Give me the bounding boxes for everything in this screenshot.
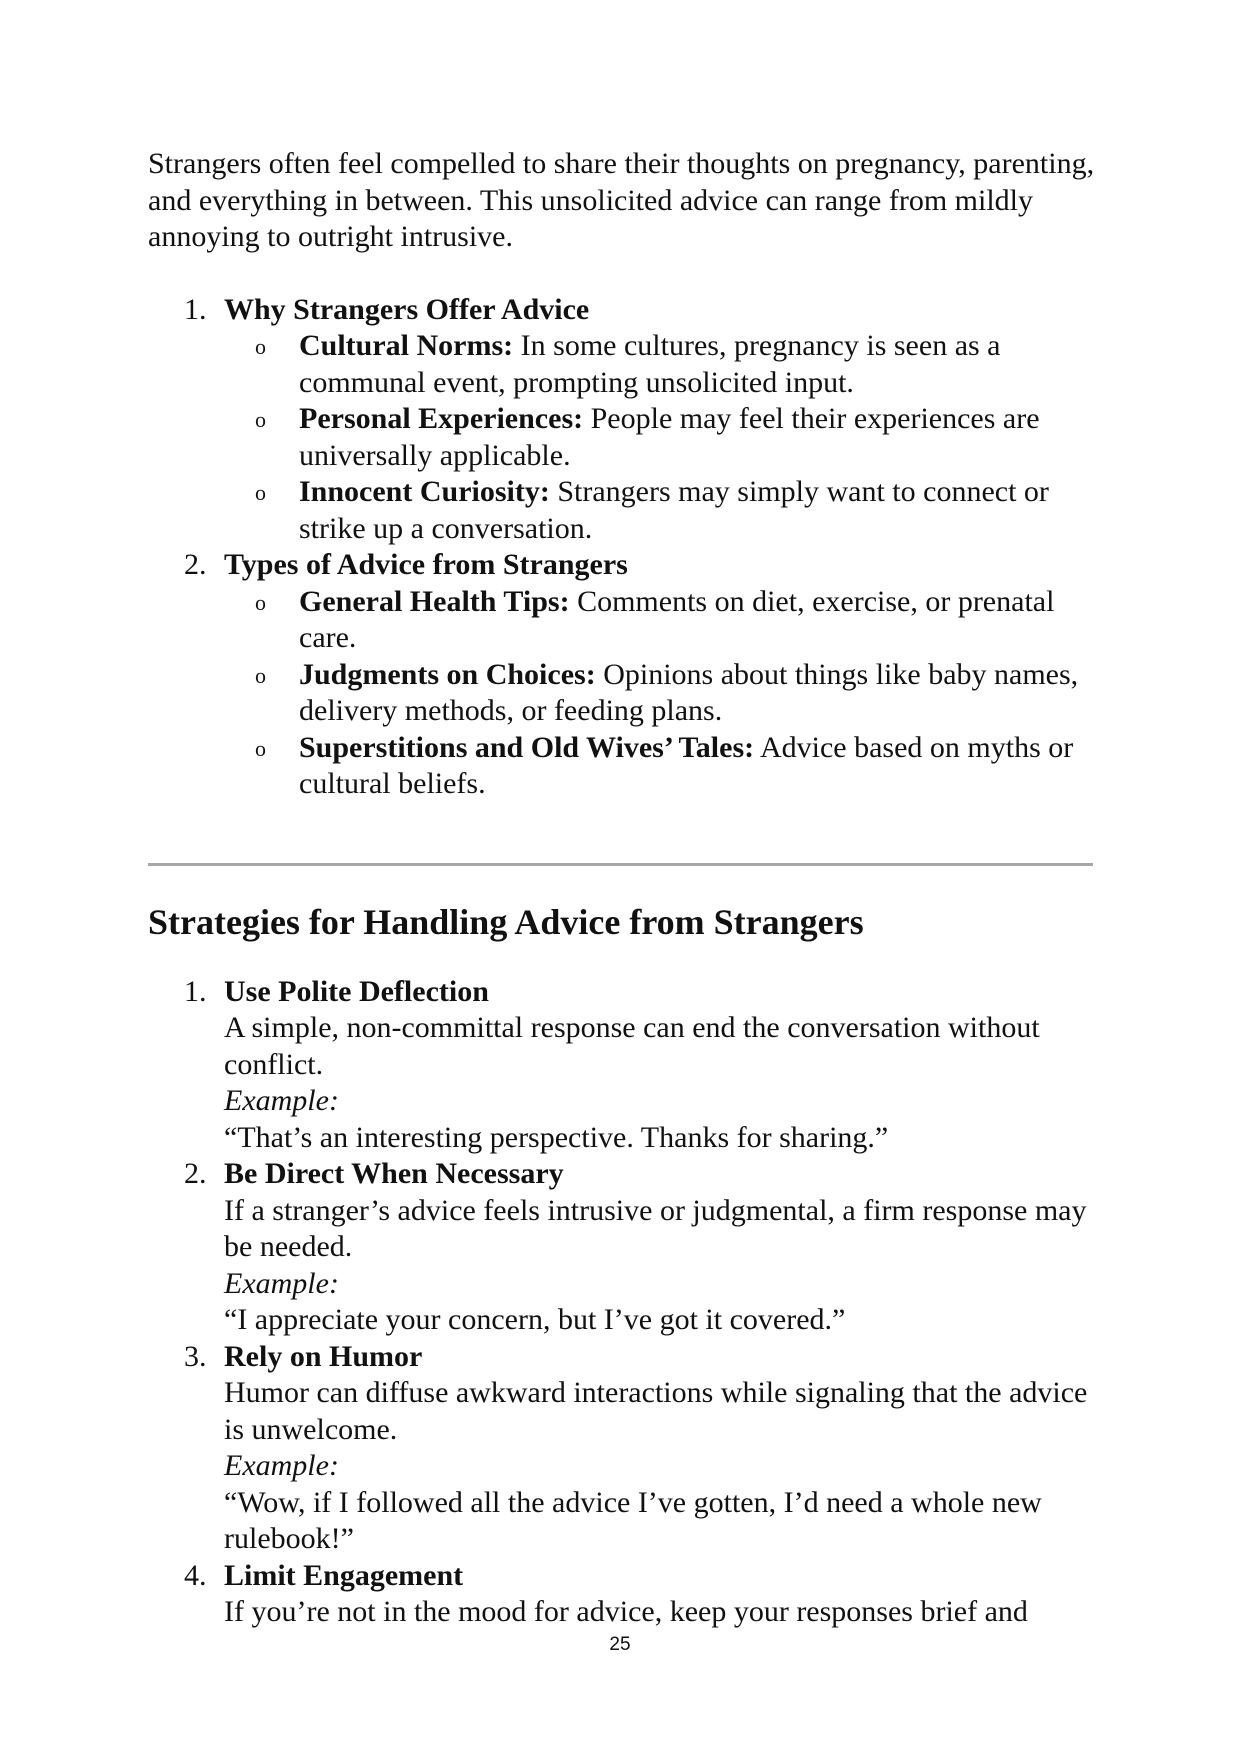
list-number: 4. — [184, 1558, 207, 1592]
list-number: 2. — [184, 1157, 207, 1190]
list-item — [148, 547, 1108, 803]
list-number: 1. — [184, 292, 207, 326]
list-item-title: Why Strangers Offer Advice — [224, 292, 590, 326]
bullet-text: Opinions about things like baby names, delivery methods, or feeding plans. — [299, 657, 1079, 727]
list-number: 1. — [184, 974, 207, 1008]
example-label: Example: — [224, 1266, 339, 1300]
circle-bullet-icon: o — [255, 735, 266, 761]
page-number: 25 — [609, 1634, 631, 1655]
sub-list-item — [224, 328, 1108, 401]
list-item-body: If you’re not in the mood for advice, keep your responses brief and — [224, 1595, 1028, 1628]
list-item — [148, 1339, 1108, 1558]
example-quote: “Wow, if I followed all the advice I’ve gotten, I’d need a whole new rulebook!” — [224, 1485, 1042, 1555]
list-item-title: Types of Advice from Strangers — [224, 548, 628, 581]
list-number: 2. — [184, 548, 207, 581]
bullet-term: Superstitions and Old Wives’ Tales: — [299, 730, 755, 764]
list-item-title: Use Polite Deflection — [224, 974, 489, 1008]
list-item — [148, 1558, 1108, 1631]
section-divider — [148, 863, 1093, 866]
circle-bullet-icon: o — [255, 334, 266, 359]
list-item-body: Humor can diffuse awkward interactions while signaling that the advice is unwelcome. — [224, 1376, 1088, 1446]
sub-list-item — [224, 584, 1108, 657]
circle-bullet-icon: o — [255, 480, 266, 505]
list-item — [148, 1156, 1108, 1339]
page-content — [148, 146, 1108, 1631]
sub-list — [224, 584, 1108, 803]
list-item-title: Limit Engagement — [224, 1558, 464, 1592]
bullet-term: Cultural Norms: — [299, 329, 514, 362]
sub-list-item — [224, 401, 1108, 474]
list-item — [148, 974, 1108, 1157]
bullet-text: People may feel their experiences are universally applicable. — [299, 402, 1040, 472]
sub-list-item — [224, 474, 1108, 547]
sub-list-item — [224, 657, 1108, 730]
sub-list-item — [224, 730, 1108, 803]
section-heading: Strategies for Handling Advice from Strangers — [148, 901, 864, 942]
example-label: Example: — [224, 1449, 339, 1482]
list-number: 3. — [184, 1339, 207, 1373]
list-item — [148, 292, 1108, 548]
bullet-term: General Health Tips: — [299, 584, 570, 618]
circle-bullet-icon: o — [255, 407, 266, 432]
intro-paragraph: Strangers often feel compelled to share their thoughts on pregnancy, parenting, and everything in between. This unsolicited advice can range from mildly annoying to outright intrusive. — [148, 147, 1095, 253]
bullet-term: Personal Experiences: — [299, 402, 584, 435]
example-quote: “That’s an interesting perspective. Thanks for sharing.” — [224, 1120, 889, 1154]
bullet-text: Advice based on myths or cultural beliefs. — [299, 730, 1074, 800]
example-label: Example: — [224, 1084, 339, 1117]
bullet-term: Innocent Curiosity: — [299, 475, 550, 508]
reasons-list — [148, 292, 1108, 803]
list-item-title: Rely on Humor — [224, 1339, 423, 1373]
sub-list — [224, 328, 1108, 547]
circle-bullet-icon: o — [255, 662, 266, 688]
strategies-list — [148, 974, 1108, 1631]
circle-bullet-icon: o — [255, 589, 266, 615]
bullet-text: Comments on diet, exercise, or prenatal care. — [299, 584, 1055, 654]
bullet-text: In some cultures, pregnancy is seen as a communal event, prompting unsolicited input. — [299, 329, 1001, 399]
example-quote: “I appreciate your concern, but I’ve got it covered.” — [224, 1303, 846, 1336]
bullet-term: Judgments on Choices: — [299, 657, 596, 691]
bullet-text: Strangers may simply want to connect or strike up a conversation. — [299, 475, 1049, 545]
list-item-body: A simple, non-committal response can end the conversation without conflict. — [224, 1011, 1040, 1081]
list-item-title: Be Direct When Necessary — [224, 1157, 564, 1190]
list-item-body: If a stranger’s advice feels intrusive or judgmental, a firm response may be needed. — [224, 1193, 1087, 1263]
